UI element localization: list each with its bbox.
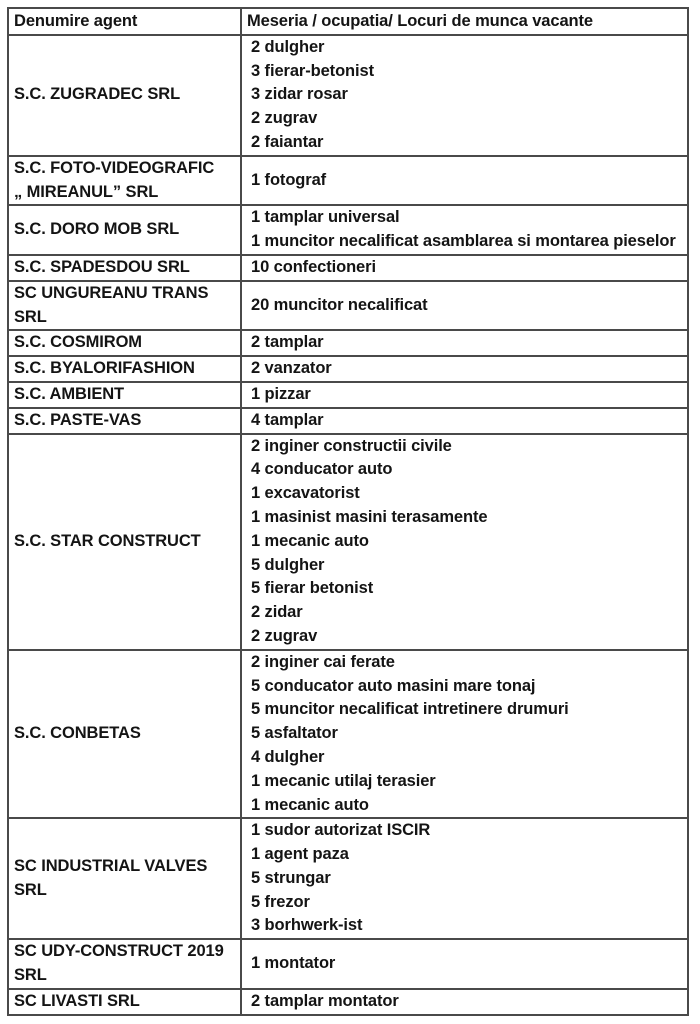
agent-name-cell: [8, 35, 241, 156]
job-vacancy-line: 3 zidar rosar: [251, 85, 348, 104]
table-row: [8, 939, 688, 989]
header-row: [8, 8, 688, 35]
table-row: [8, 205, 688, 255]
job-vacancy-line: 1 fotograf: [251, 170, 327, 189]
agent-name-line: S.C. SPADESDOU SRL: [14, 257, 190, 276]
column-header-agent-label: Denumire agent: [14, 12, 138, 30]
job-vacancy-line: 1 agent paza: [251, 845, 349, 864]
jobs-cell: [241, 156, 688, 206]
job-vacancy-line: 1 tamplar universal: [251, 208, 400, 227]
job-vacancy-line: 1 mecanic auto: [251, 795, 369, 814]
job-vacancy-line: 4 tamplar: [251, 410, 324, 429]
job-vacancy-line: 1 mecanic auto: [251, 531, 369, 550]
agent-name-cell: [8, 434, 241, 650]
column-header-agent: [8, 8, 241, 35]
agent-name-cell: [8, 989, 241, 1015]
job-vacancy-line: 1 pizzar: [251, 384, 311, 403]
job-vacancy-line: 1 excavatorist: [251, 484, 360, 503]
job-vacancy-line: 2 faiantar: [251, 132, 324, 151]
job-vacancy-line: 1 mecanic utilaj terasier: [251, 771, 436, 790]
job-vacancy-line: 5 dulgher: [251, 555, 325, 574]
jobs-cell: [241, 989, 688, 1015]
job-vacancy-line: 2 zugrav: [251, 626, 318, 645]
table-row: [8, 382, 688, 408]
agent-name-line: „ MIREANUL” SRL: [14, 182, 159, 201]
jobs-cell: [241, 205, 688, 255]
agent-name-cell: [8, 205, 241, 255]
agent-name-line: S.C. FOTO-VIDEOGRAFIC: [14, 158, 215, 177]
job-vacancy-line: 1 sudor autorizat ISCIR: [251, 821, 431, 840]
job-vacancy-line: 2 inginer cai ferate: [251, 652, 395, 671]
agent-name-line: SRL: [14, 966, 47, 985]
table-row: [8, 330, 688, 356]
agent-name-cell: [8, 939, 241, 989]
agent-name-cell: [8, 156, 241, 206]
jobs-cell: [241, 35, 688, 156]
agent-name-line: SC UDY-CONSTRUCT 2019: [14, 942, 224, 961]
jobs-cell: [241, 382, 688, 408]
table-row: [8, 156, 688, 206]
job-vacancy-line: 2 inginer constructii civile: [251, 436, 452, 455]
job-vacancy-line: 5 frezor: [251, 892, 310, 911]
job-vacancy-line: 5 asfaltator: [251, 724, 338, 743]
job-vacancy-line: 20 muncitor necalificat: [251, 295, 428, 314]
agent-name-cell: [8, 330, 241, 356]
job-vacancy-line: 5 conducator auto masini mare tonaj: [251, 676, 536, 695]
agent-name-line: SC LIVASTI SRL: [14, 991, 140, 1010]
agent-name-cell: [8, 255, 241, 281]
table-row: [8, 434, 688, 650]
job-vacancy-line: 1 masinist masini terasamente: [251, 507, 488, 526]
table-row: [8, 650, 688, 819]
job-vacancy-line: 2 tamplar montator: [251, 991, 399, 1010]
document-page: [7, 7, 689, 1016]
job-vacancy-line: 3 borhwerk-ist: [251, 916, 363, 935]
job-vacancy-line: 2 zidar: [251, 603, 303, 622]
agent-name-line: S.C. PASTE-VAS: [14, 410, 142, 429]
jobs-cell: [241, 434, 688, 650]
agent-name-line: S.C. STAR CONSTRUCT: [14, 531, 201, 550]
job-vacancy-line: 5 muncitor necalificat intretinere drumuri: [251, 700, 569, 719]
column-header-jobs-label: Meseria / ocupatia/ Locuri de munca vacante: [247, 12, 593, 30]
table-row: [8, 35, 688, 156]
agent-name-cell: [8, 356, 241, 382]
agent-name-line: SRL: [14, 307, 47, 326]
jobs-cell: [241, 650, 688, 819]
agent-name-line: SRL: [14, 880, 47, 899]
jobs-cell: [241, 255, 688, 281]
job-vacancy-line: 2 tamplar: [251, 333, 324, 352]
jobs-cell: [241, 408, 688, 434]
agent-name-cell: [8, 408, 241, 434]
job-vacancy-line: 5 strungar: [251, 868, 331, 887]
jobs-cell: [241, 356, 688, 382]
jobs-cell: [241, 281, 688, 331]
agent-name-cell: [8, 818, 241, 939]
column-header-jobs: [241, 8, 688, 35]
agent-name-line: SC UNGUREANU TRANS: [14, 283, 209, 302]
table-row: [8, 281, 688, 331]
job-vacancy-line: 4 conducator auto: [251, 460, 393, 479]
agent-name-cell: [8, 650, 241, 819]
job-vacancy-line: 1 muncitor necalificat asamblarea si montarea pieselor: [251, 232, 676, 251]
agent-name-line: S.C. COSMIROM: [14, 333, 142, 352]
agent-name-line: S.C. DORO MOB SRL: [14, 220, 180, 239]
job-vacancy-line: 2 dulgher: [251, 37, 325, 56]
jobs-cell: [241, 818, 688, 939]
jobs-cell: [241, 330, 688, 356]
table-header: [8, 8, 688, 35]
table-row: [8, 818, 688, 939]
agent-name-cell: [8, 281, 241, 331]
job-vacancy-line: 5 fierar betonist: [251, 579, 374, 598]
agent-name-cell: [8, 382, 241, 408]
job-vacancy-line: 4 dulgher: [251, 747, 325, 766]
jobs-cell: [241, 939, 688, 989]
table-row: [8, 255, 688, 281]
job-vacancy-line: 2 vanzator: [251, 359, 332, 378]
agent-name-line: S.C. AMBIENT: [14, 384, 125, 403]
agent-name-line: SC INDUSTRIAL VALVES: [14, 856, 208, 875]
table-row: [8, 356, 688, 382]
table-row: [8, 989, 688, 1015]
table-body: [8, 35, 688, 1015]
agent-name-line: S.C. ZUGRADEC SRL: [14, 85, 181, 104]
agent-name-line: S.C. BYALORIFASHION: [14, 359, 195, 378]
job-vacancy-line: 3 fierar-betonist: [251, 61, 374, 80]
vacancies-table: [7, 7, 689, 1016]
job-vacancy-line: 10 confectioneri: [251, 257, 376, 276]
job-vacancy-line: 1 montator: [251, 954, 336, 973]
table-row: [8, 408, 688, 434]
job-vacancy-line: 2 zugrav: [251, 109, 318, 128]
agent-name-line: S.C. CONBETAS: [14, 724, 141, 743]
